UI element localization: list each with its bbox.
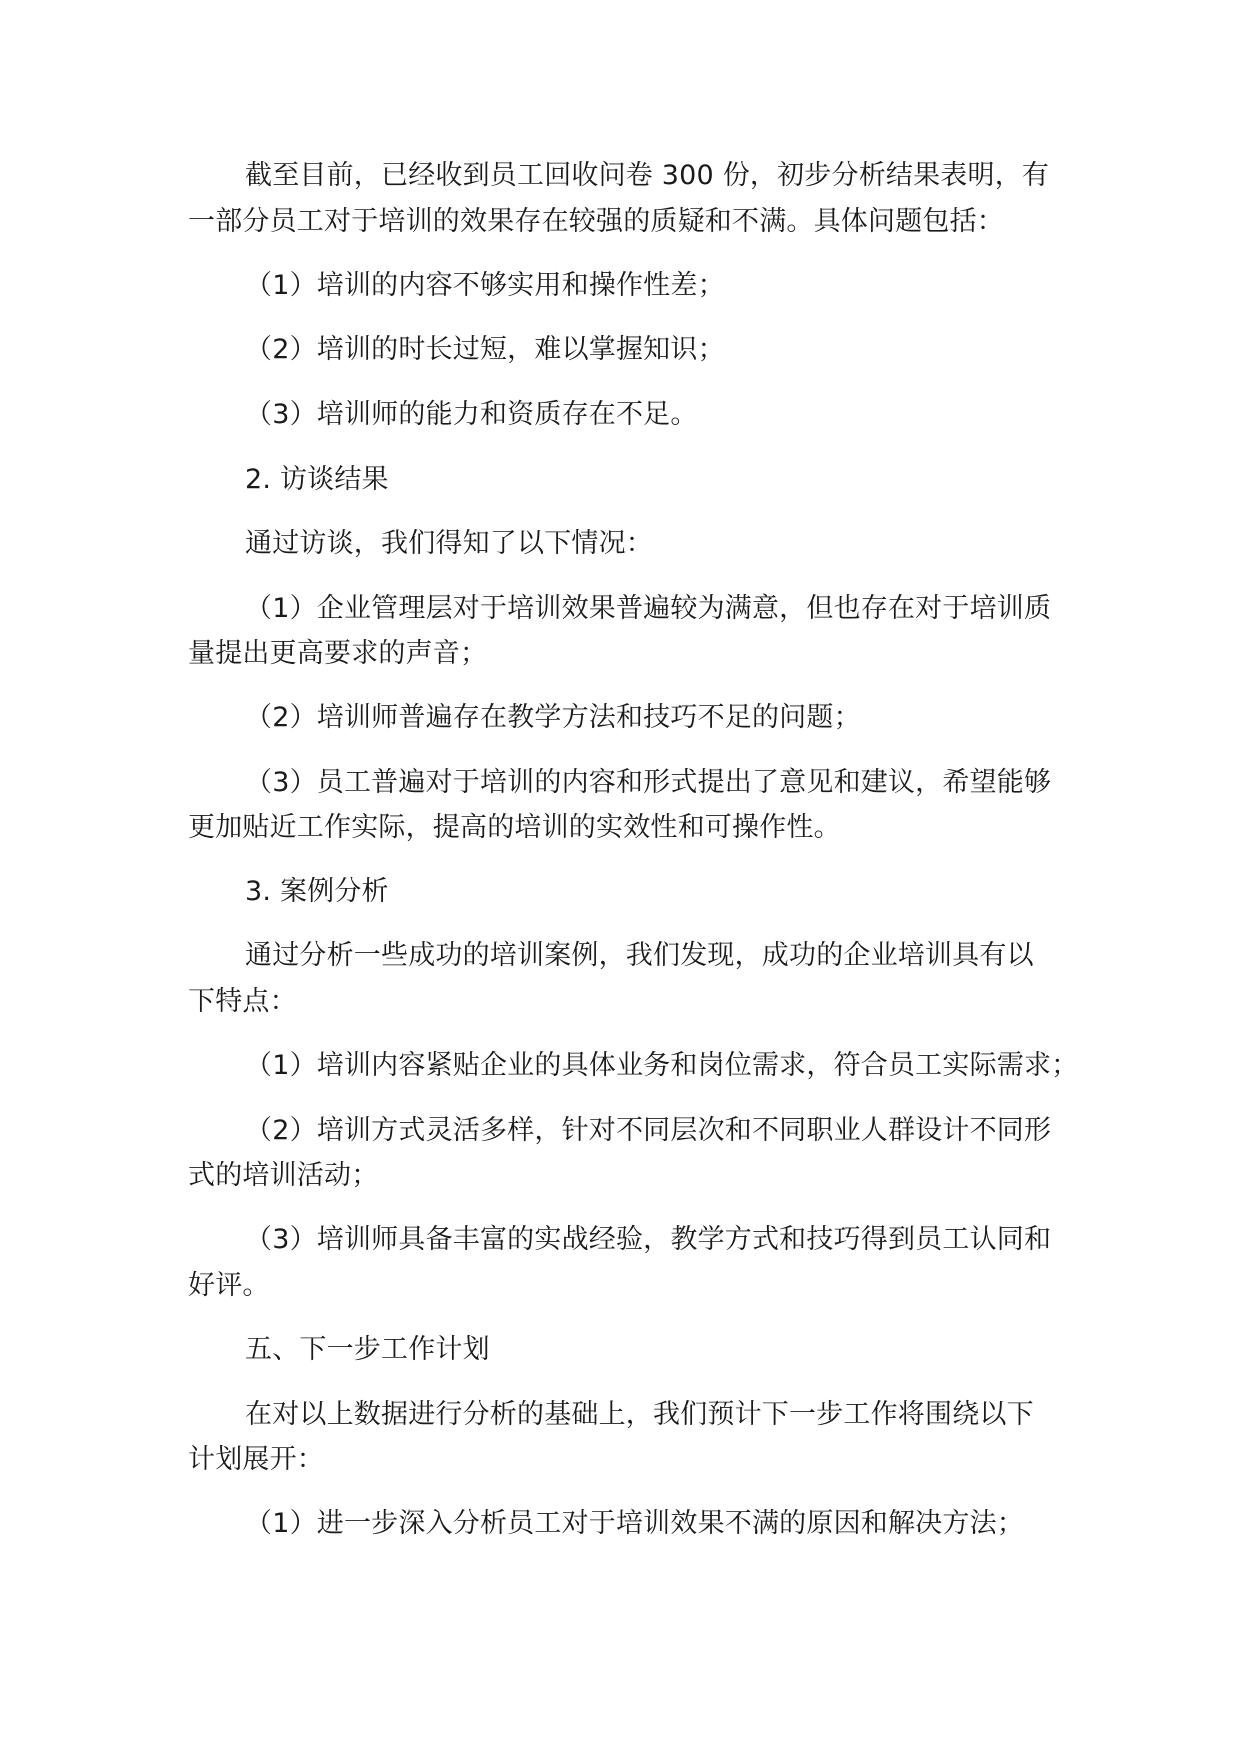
section-heading-case-analysis: 3. 案例分析 [245, 876, 389, 907]
case-feature-2-line-1: （2）培训方式灵活多样，针对不同层次和不同职业人群设计不同形 [245, 1115, 1052, 1146]
interview-finding-3-line-2: 更加贴近工作实际，提高的培训的实效性和可操作性。 [188, 812, 841, 843]
interview-finding-1-line-2: 量提出更高要求的声音； [188, 638, 488, 669]
paragraph-interview-intro: 通过访谈，我们得知了以下情况： [245, 528, 653, 559]
survey-issue-3: （3）培训师的能力和资质存在不足。 [245, 399, 698, 430]
paragraph-next-steps-intro-line-2: 计划展开： [188, 1444, 324, 1475]
case-feature-1: （1）培训内容紧贴企业的具体业务和岗位需求，符合员工实际需求； [245, 1050, 1079, 1081]
paragraph-case-intro-line-2: 下特点： [188, 986, 297, 1017]
paragraph-survey-summary-line-2: 一部分员工对于培训的效果存在较强的质疑和不满。具体问题包括： [188, 206, 1004, 237]
section-heading-next-steps: 五、下一步工作计划 [245, 1334, 490, 1365]
paragraph-survey-summary-line-1: 截至目前，已经收到员工回收问卷 300 份，初步分析结果表明，有 [245, 160, 1050, 191]
paragraph-case-intro-line-1: 通过分析一些成功的培训案例，我们发现，成功的企业培训具有以 [245, 940, 1034, 971]
interview-finding-2: （2）培训师普遍存在教学方法和技巧不足的问题； [245, 702, 861, 733]
survey-issue-2: （2）培训的时长过短，难以掌握知识； [245, 334, 725, 365]
case-feature-2-line-2: 式的培训活动； [188, 1160, 379, 1191]
interview-finding-3-line-1: （3）员工普遍对于培训的内容和形式提出了意见和建议，希望能够 [245, 767, 1052, 798]
interview-finding-1-line-1: （1）企业管理层对于培训效果普遍较为满意，但也存在对于培训质 [245, 593, 1052, 624]
next-step-item-1: （1）进一步深入分析员工对于培训效果不满的原因和解决方法； [245, 1508, 1024, 1539]
case-feature-3-line-2: 好评。 [188, 1270, 270, 1301]
case-feature-3-line-1: （3）培训师具备丰富的实战经验，教学方式和技巧得到员工认同和 [245, 1224, 1052, 1255]
survey-issue-1: （1）培训的内容不够实用和操作性差； [245, 270, 725, 301]
paragraph-next-steps-intro-line-1: 在对以上数据进行分析的基础上，我们预计下一步工作将围绕以下 [245, 1399, 1034, 1430]
section-heading-interview-results: 2. 访谈结果 [245, 464, 389, 495]
